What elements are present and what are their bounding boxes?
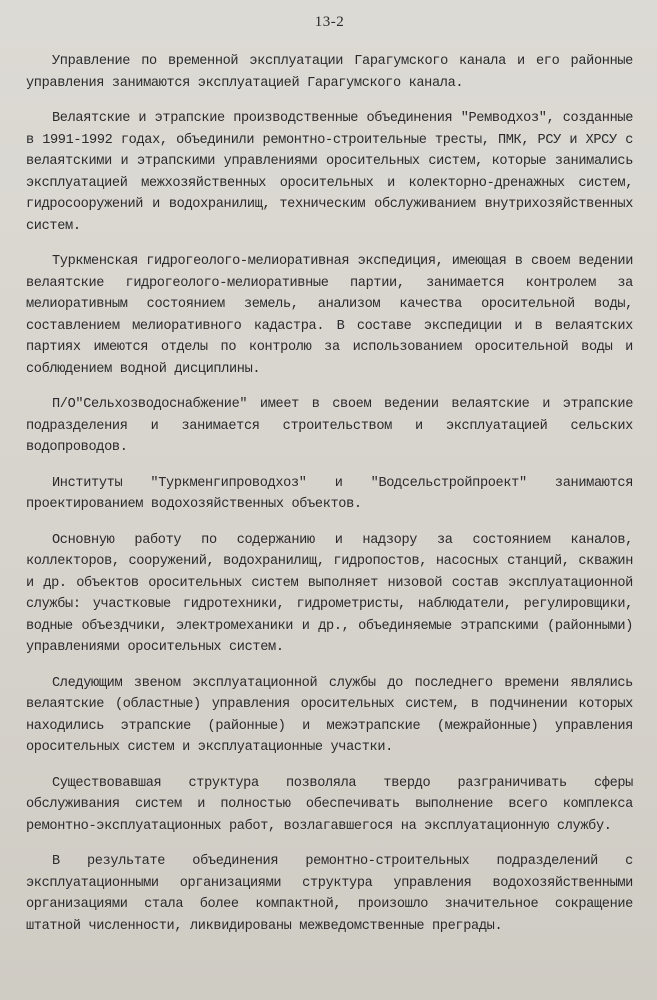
paragraph: Существовавшая структура позволяла твердо разграничивать сферы обслуживания систем и полностью обеспечивать выполнение всего комплекса ремонтно-эксплуатационных работ, возлагавшегося на эксплуатационную службу. [26, 775, 633, 834]
paragraph: В результате объединения ремонтно-строительных подразделений с эксплуатационными организациями структура управления водохозяйственными организациями стала более компактной, произошло значительное сокращение штатной численности, ликвидированы межведомственные преграды. [26, 854, 633, 934]
paragraph: Институты "Туркменгипроводхоз" и "Водсельстройпроект" занимаются проектированием водохозяйственных объектов. [26, 475, 633, 512]
paragraph: Туркменская гидрогеолого-мелиоративная экспедиция, имеющая в своем ведении велаятские гидрогеолого-мелиоративные партии, занимается контролем за мелиоративным состоянием земель, анализом качества оросительной воды, составлением мелиоративного кадастра. В составе экспедиции и в велаятских партиях имеются отделы по контролю за использованием оросительной воды и соблюдением водной дисциплины. [26, 254, 633, 377]
paragraph: Основную работу по содержанию и надзору за состоянием каналов, коллекторов, сооружений, водохранилищ, гидропостов, насосных станций, скважин и др. объектов оросительных систем выполняет низовой состав эксплуатационной службы: участковые гидротехники, гидрометристы, наблюдатели, регулировщики, водные объездчики, электромеханики и др., объединяемые этрапскими (районными) управлениями оросительных систем. [26, 532, 633, 655]
paragraph: Велаятские и этрапские производственные объединения "Ремводхоз", созданные в 1991-1992 годах, объединили ремонтно-строительные тресты, ПМК, РСУ и ХРСУ с велаятскими и этрапскими управлениями оросительных систем, которые занимались эксплуатацией межхозяйственных оросительных и колекторно-дренажных систем, гидросооружений и водохранилищ, техническим обслуживанием внутрихозяйственных систем. [26, 111, 633, 234]
paragraph: П/О"Сельхозводоснабжение" имеет в своем ведении велаятские и этрапские подразделения и занимается строительством и эксплуатацией сельских водопроводов. [26, 397, 633, 455]
paragraph: Управление по временной эксплуатации Гарагумского канала и его районные управления занимаются эксплуатацией Гарагумского канала. [26, 54, 633, 91]
page-number: 13-2 [314, 14, 345, 30]
paragraph: Следующим звеном эксплуатационной службы до последнего времени являлись велаятские (областные) управления оросительных систем, в подчинении которых находились этрапские (районные) и межэтрапские (межрайонные) управления оросительных систем и эксплуатационные участки. [26, 675, 633, 755]
